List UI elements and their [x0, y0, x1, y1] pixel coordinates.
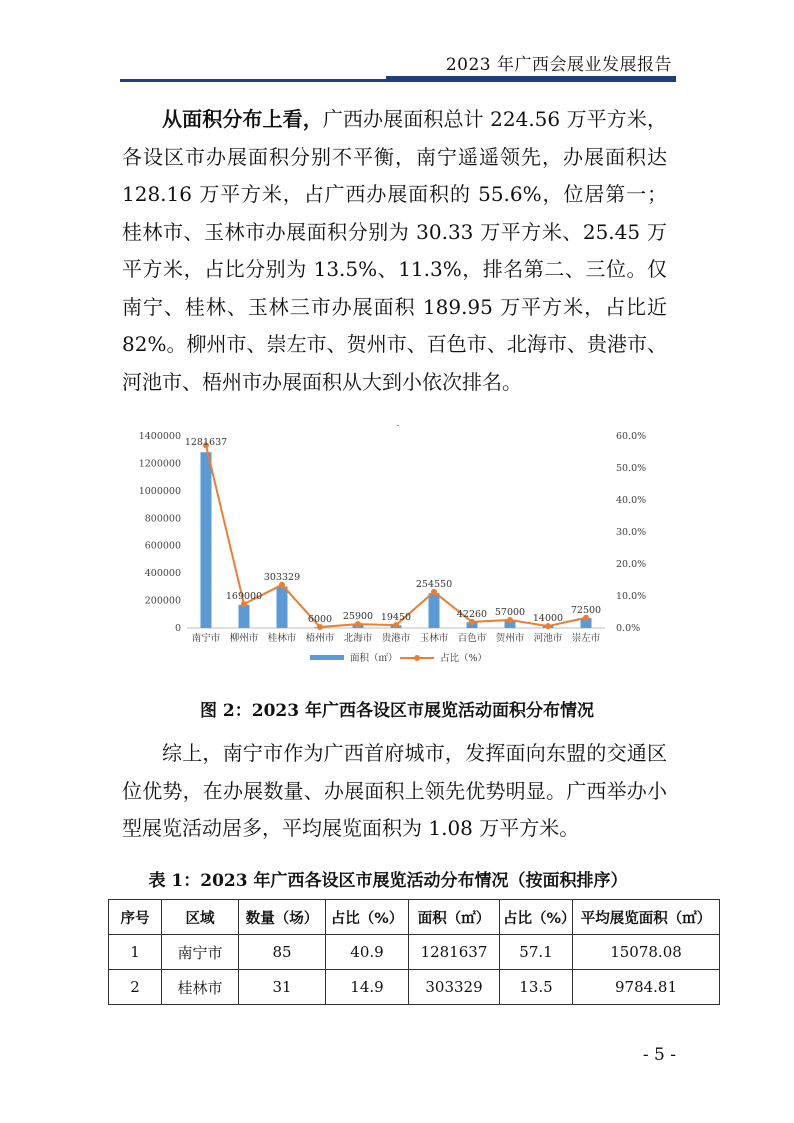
y-right-tick-label: 50.0% — [616, 463, 647, 474]
y-right-tick-label: 10.0% — [616, 591, 647, 602]
header-count: 数量（场） — [239, 900, 326, 935]
legend-bar-label: 面积（㎡） — [350, 653, 398, 664]
cell-index: 2 — [109, 970, 162, 1005]
chart-data-label: 303329 — [263, 571, 301, 583]
paragraph-area-distribution — [122, 101, 667, 401]
header-rule — [120, 79, 676, 82]
y-left-tick-label: 1400000 — [138, 431, 181, 442]
cell-region: 桂林市 — [162, 970, 239, 1005]
chart-top-mark: - — [396, 421, 400, 431]
paragraph-body: 广西办展面积总计 224.56 万平方米，各设区市办展面积分别不平衡，南宁遥遥领先，办展面积达 128.16 万平方米，占广西办展面积的 55.6%，位居第一；桂林市、玉林市办展面积分别为 30.33 万平方米、25.45 万平方米，占比分别为 13.5%、11.3%，排名第二、三位。仅南宁、桂林、玉林三市办展面积 189.95 万平方米，占比近 82%。柳州市、崇左市、贺州市、百色市、北海市、贵港市、河池市、梧州市办展面积从大到小依次排名。 — [122, 107, 668, 394]
x-tick-label: 崇左市 — [571, 633, 601, 644]
y-right-tick-label: 40.0% — [616, 495, 647, 506]
x-tick-label: 北海市 — [343, 633, 373, 644]
y-left-tick-label: 0 — [174, 623, 181, 634]
y-left-tick-label: 400000 — [144, 568, 181, 580]
x-tick-label: 桂林市 — [267, 633, 297, 644]
x-tick-label: 柳州市 — [229, 633, 259, 644]
chart-data-label: 72500 — [570, 604, 602, 616]
y-right-tick-label: 60.0% — [616, 431, 647, 442]
paragraph-summary: 综上，南宁市作为广西首府城市，发挥面向东盟的交通区位优势，在办展数量、办展面积上领先优势明显。广西举办小型展览活动居多，平均展览面积为 1.08 万平方米。 — [122, 741, 667, 840]
chart-line-series — [206, 445, 586, 627]
cell-index: 1 — [109, 935, 162, 970]
x-tick-label: 河池市 — [533, 633, 563, 644]
cell-area-share: 57.1 — [500, 935, 573, 970]
y-right-tick-label: 0.0% — [616, 623, 641, 634]
header-average-area: 平均展览面积（㎡） — [573, 900, 720, 935]
y-left-tick-label: 600000 — [144, 540, 181, 552]
header-region: 区域 — [162, 900, 239, 935]
chart-data-label: 14000 — [532, 613, 564, 625]
cell-count-share: 40.9 — [326, 935, 409, 970]
chart-data-label: 57000 — [494, 607, 526, 618]
header-index: 序号 — [109, 900, 162, 935]
header-area-share: 占比（%） — [500, 900, 573, 935]
cell-average-area: 15078.08 — [573, 935, 720, 970]
y-right-tick-label: 30.0% — [616, 527, 647, 538]
header-count-share: 占比（%） — [326, 900, 409, 935]
table-row — [109, 970, 720, 1005]
header-title: 2023 年广西会展业发展报告 — [445, 55, 672, 75]
cell-count: 31 — [239, 970, 326, 1005]
chart-bar — [429, 593, 440, 628]
legend-bar-swatch — [310, 655, 344, 660]
distribution-table — [108, 899, 720, 1005]
chart-bar — [201, 452, 212, 628]
y-left-tick-label: 800000 — [144, 513, 181, 525]
chart-data-label: 254550 — [415, 578, 453, 590]
x-tick-label: 贵港市 — [381, 633, 411, 644]
cell-count-share: 14.9 — [326, 970, 409, 1005]
area-distribution-chart — [120, 420, 660, 670]
cell-count: 85 — [239, 935, 326, 970]
y-left-tick-label: 200000 — [144, 595, 181, 607]
cell-area-share: 13.5 — [500, 970, 573, 1005]
cell-area: 303329 — [409, 970, 500, 1005]
chart-bar — [239, 605, 250, 628]
page-number: - 5 - — [642, 1045, 676, 1065]
figure-caption: 图 2：2023 年广西各设区市展览活动面积分布情况 — [200, 701, 594, 721]
table-title: 表 1：2023 年广西各设区市展览活动分布情况（按面积排序） — [148, 871, 628, 891]
table-header-row — [109, 900, 720, 935]
x-tick-label: 玉林市 — [419, 633, 449, 644]
y-left-tick-label: 1000000 — [138, 485, 181, 497]
chart-data-label: 1281637 — [184, 437, 228, 449]
chart-bar — [277, 586, 288, 628]
x-tick-label: 百色市 — [457, 633, 487, 644]
paragraph-lead: 从面积分布上看， — [162, 107, 323, 131]
legend-line-marker — [414, 655, 420, 661]
chart-data-label: 6000 — [307, 614, 333, 626]
y-left-tick-label: 1200000 — [138, 458, 181, 470]
x-tick-label: 南宁市 — [191, 633, 221, 644]
legend-line-label: 占比（%） — [440, 653, 488, 664]
chart-data-label: 42260 — [456, 608, 488, 620]
chart-data-label: 169000 — [225, 591, 263, 602]
cell-region: 南宁市 — [162, 935, 239, 970]
header-area: 面积（㎡） — [409, 900, 500, 935]
cell-area: 1281637 — [409, 935, 500, 970]
cell-average-area: 9784.81 — [573, 970, 720, 1005]
chart-data-label: 25900 — [342, 611, 374, 623]
table-row — [109, 935, 720, 970]
x-tick-label: 贺州市 — [495, 633, 525, 644]
chart-data-label: 19450 — [380, 612, 412, 624]
x-tick-label: 梧州市 — [305, 633, 335, 644]
y-right-tick-label: 20.0% — [616, 559, 647, 570]
